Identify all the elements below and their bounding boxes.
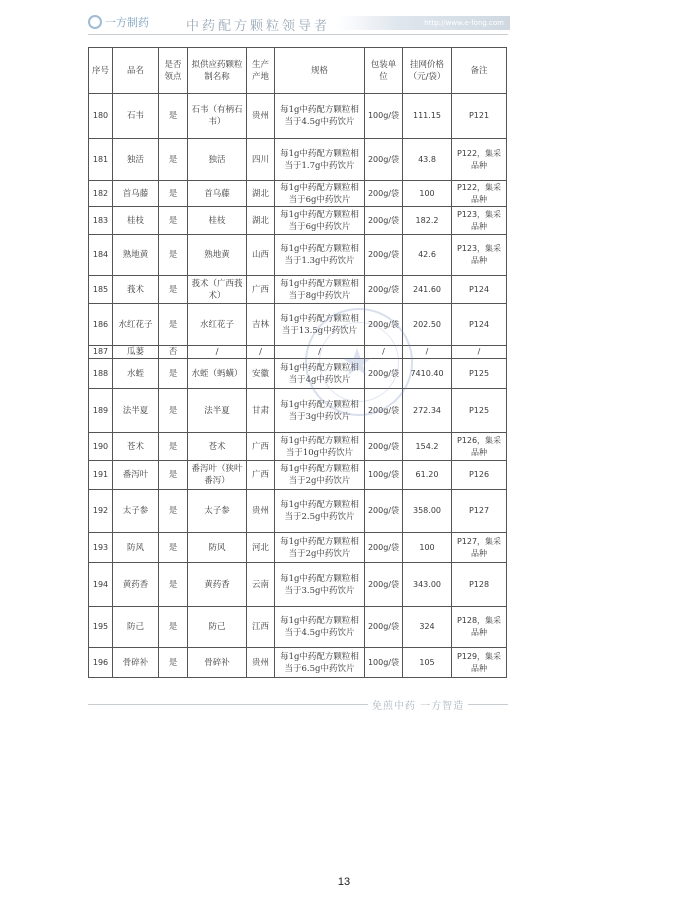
cell-origin: 山西 xyxy=(247,235,275,276)
cell-note: P123，集采品种 xyxy=(452,207,507,235)
cell-no: 182 xyxy=(89,181,113,207)
cell-price: 105 xyxy=(403,648,452,678)
cell-origin: 贵州 xyxy=(247,648,275,678)
cell-note: P126 xyxy=(452,461,507,490)
cell-note: P123，集采品种 xyxy=(452,235,507,276)
column-header: 备注 xyxy=(452,48,507,94)
cell-flag: 是 xyxy=(159,533,188,563)
cell-note: P128，集采品种 xyxy=(452,607,507,648)
price-table xyxy=(88,47,507,678)
cell-spec: 每1g中药配方颗粒相当于3g中药饮片 xyxy=(275,389,365,433)
cell-granule: 苍术 xyxy=(188,433,247,461)
cell-note: P127 xyxy=(452,490,507,533)
cell-flag: 否 xyxy=(159,346,188,359)
cell-granule: 黄药香 xyxy=(188,563,247,607)
cell-pack: 200g/袋 xyxy=(365,433,403,461)
cell-origin: 四川 xyxy=(247,139,275,181)
cell-name: 防己 xyxy=(113,607,159,648)
column-header: 挂网价格（元/袋） xyxy=(403,48,452,94)
cell-granule: 水蛭（蚂蟥） xyxy=(188,359,247,389)
cell-spec: 每1g中药配方颗粒相当于13.5g中药饮片 xyxy=(275,304,365,346)
cell-note: P127，集采品种 xyxy=(452,533,507,563)
column-header: 品名 xyxy=(113,48,159,94)
cell-no: 186 xyxy=(89,304,113,346)
cell-name: 黄药香 xyxy=(113,563,159,607)
column-header: 包装单位 xyxy=(365,48,403,94)
cell-flag: 是 xyxy=(159,433,188,461)
cell-origin: 广西 xyxy=(247,276,275,304)
cell-flag: 是 xyxy=(159,563,188,607)
table-row xyxy=(89,563,507,607)
cell-pack: 200g/袋 xyxy=(365,359,403,389)
cell-origin: 云南 xyxy=(247,563,275,607)
cell-pack: 200g/袋 xyxy=(365,389,403,433)
table-row xyxy=(89,433,507,461)
cell-pack: 200g/袋 xyxy=(365,139,403,181)
cell-pack: 200g/袋 xyxy=(365,181,403,207)
cell-origin: 河北 xyxy=(247,533,275,563)
cell-note: P122，集采品种 xyxy=(452,181,507,207)
cell-note: P128 xyxy=(452,563,507,607)
cell-spec: 每1g中药配方颗粒相当于2g中药饮片 xyxy=(275,461,365,490)
cell-flag: 是 xyxy=(159,181,188,207)
cell-no: 195 xyxy=(89,607,113,648)
cell-note: P124 xyxy=(452,304,507,346)
cell-pack: 200g/袋 xyxy=(365,607,403,648)
cell-price: 272.34 xyxy=(403,389,452,433)
cell-price: 343.00 xyxy=(403,563,452,607)
cell-name: 法半夏 xyxy=(113,389,159,433)
cell-price: 7410.40 xyxy=(403,359,452,389)
footer-slogan: 免煎中药 一方智造 xyxy=(368,697,468,712)
cell-no: 189 xyxy=(89,389,113,433)
cell-name: 太子参 xyxy=(113,490,159,533)
cell-name: 独活 xyxy=(113,139,159,181)
cell-origin: 吉林 xyxy=(247,304,275,346)
cell-name: 番泻叶 xyxy=(113,461,159,490)
logo-circle-icon xyxy=(88,15,102,29)
cell-spec: / xyxy=(275,346,365,359)
table-row xyxy=(89,346,507,359)
cell-no: 193 xyxy=(89,533,113,563)
cell-flag: 是 xyxy=(159,207,188,235)
cell-pack: 200g/袋 xyxy=(365,235,403,276)
cell-no: 180 xyxy=(89,94,113,139)
cell-pack: 200g/袋 xyxy=(365,207,403,235)
cell-flag: 是 xyxy=(159,648,188,678)
cell-granule: 桂枝 xyxy=(188,207,247,235)
table-row xyxy=(89,461,507,490)
cell-granule: 独活 xyxy=(188,139,247,181)
cell-origin: 湖北 xyxy=(247,181,275,207)
cell-pack: 100g/袋 xyxy=(365,648,403,678)
cell-price: 42.6 xyxy=(403,235,452,276)
cell-name: 熟地黄 xyxy=(113,235,159,276)
star-icon: ★ xyxy=(340,340,375,384)
cell-no: 190 xyxy=(89,433,113,461)
cell-pack: 200g/袋 xyxy=(365,563,403,607)
cell-price: 358.00 xyxy=(403,490,452,533)
cell-pack: 200g/袋 xyxy=(365,533,403,563)
table-row xyxy=(89,304,507,346)
table-row xyxy=(89,359,507,389)
cell-price: 100 xyxy=(403,181,452,207)
cell-granule: 石韦（有柄石韦） xyxy=(188,94,247,139)
cell-no: 196 xyxy=(89,648,113,678)
table-row xyxy=(89,181,507,207)
table-header-row xyxy=(89,48,507,94)
cell-price: 61.20 xyxy=(403,461,452,490)
page-header xyxy=(88,12,508,36)
table-row xyxy=(89,207,507,235)
cell-price: 182.2 xyxy=(403,207,452,235)
cell-flag: 是 xyxy=(159,461,188,490)
cell-spec: 每1g中药配方颗粒相当于2.5g中药饮片 xyxy=(275,490,365,533)
cell-flag: 是 xyxy=(159,359,188,389)
cell-granule: 熟地黄 xyxy=(188,235,247,276)
cell-name: 石韦 xyxy=(113,94,159,139)
cell-granule: 防风 xyxy=(188,533,247,563)
header-divider xyxy=(88,34,508,35)
logo-text: 一方制药 xyxy=(105,16,149,29)
cell-flag: 是 xyxy=(159,276,188,304)
page-number: 13 xyxy=(337,876,351,888)
cell-no: 188 xyxy=(89,359,113,389)
cell-granule: 骨碎补 xyxy=(188,648,247,678)
cell-no: 185 xyxy=(89,276,113,304)
cell-price: 43.8 xyxy=(403,139,452,181)
cell-granule: / xyxy=(188,346,247,359)
cell-name: 水蛭 xyxy=(113,359,159,389)
cell-no: 181 xyxy=(89,139,113,181)
cell-origin: 湖北 xyxy=(247,207,275,235)
table-row xyxy=(89,235,507,276)
cell-no: 187 xyxy=(89,346,113,359)
cell-granule: 法半夏 xyxy=(188,389,247,433)
cell-no: 191 xyxy=(89,461,113,490)
cell-flag: 是 xyxy=(159,607,188,648)
cell-pack: / xyxy=(365,346,403,359)
watermark-stamp xyxy=(305,308,413,416)
cell-name: 骨碎补 xyxy=(113,648,159,678)
cell-origin: 广西 xyxy=(247,433,275,461)
table-row xyxy=(89,607,507,648)
cell-price: 202.50 xyxy=(403,304,452,346)
cell-spec: 每1g中药配方颗粒相当于3.5g中药饮片 xyxy=(275,563,365,607)
cell-spec: 每1g中药配方颗粒相当于4.5g中药饮片 xyxy=(275,94,365,139)
table-row xyxy=(89,139,507,181)
cell-name: 水红花子 xyxy=(113,304,159,346)
cell-pack: 100g/袋 xyxy=(365,94,403,139)
cell-note: P122，集采品种 xyxy=(452,139,507,181)
website-text: http://www.e-fong.com xyxy=(424,19,504,27)
cell-flag: 是 xyxy=(159,490,188,533)
cell-flag: 是 xyxy=(159,304,188,346)
cell-spec: 每1g中药配方颗粒相当于6g中药饮片 xyxy=(275,181,365,207)
cell-price: / xyxy=(403,346,452,359)
cell-no: 184 xyxy=(89,235,113,276)
cell-price: 241.60 xyxy=(403,276,452,304)
column-header: 拟供应药颗粒制名称 xyxy=(188,48,247,94)
cell-origin: 江西 xyxy=(247,607,275,648)
company-logo xyxy=(88,14,149,30)
cell-spec: 每1g中药配方颗粒相当于2g中药饮片 xyxy=(275,533,365,563)
cell-granule: 莪术（广西莪术） xyxy=(188,276,247,304)
cell-note: P129，集采品种 xyxy=(452,648,507,678)
cell-no: 194 xyxy=(89,563,113,607)
cell-flag: 是 xyxy=(159,235,188,276)
cell-origin: 广西 xyxy=(247,461,275,490)
cell-name: 莪术 xyxy=(113,276,159,304)
cell-no: 183 xyxy=(89,207,113,235)
cell-price: 111.15 xyxy=(403,94,452,139)
table-row xyxy=(89,94,507,139)
cell-granule: 番泻叶（狭叶番泻） xyxy=(188,461,247,490)
cell-origin: 甘肃 xyxy=(247,389,275,433)
cell-name: 桂枝 xyxy=(113,207,159,235)
cell-note: P121 xyxy=(452,94,507,139)
cell-origin: 贵州 xyxy=(247,490,275,533)
cell-note: P125 xyxy=(452,359,507,389)
cell-note: P125 xyxy=(452,389,507,433)
cell-pack: 100g/袋 xyxy=(365,461,403,490)
cell-spec: 每1g中药配方颗粒相当于10g中药饮片 xyxy=(275,433,365,461)
table-row xyxy=(89,648,507,678)
cell-flag: 是 xyxy=(159,94,188,139)
cell-flag: 是 xyxy=(159,139,188,181)
cell-note: / xyxy=(452,346,507,359)
cell-spec: 每1g中药配方颗粒相当于4g中药饮片 xyxy=(275,359,365,389)
cell-spec: 每1g中药配方颗粒相当于4.5g中药饮片 xyxy=(275,607,365,648)
cell-no: 192 xyxy=(89,490,113,533)
cell-pack: 200g/袋 xyxy=(365,276,403,304)
table-row xyxy=(89,533,507,563)
cell-note: P124 xyxy=(452,276,507,304)
table-row xyxy=(89,276,507,304)
cell-price: 324 xyxy=(403,607,452,648)
column-header: 规格 xyxy=(275,48,365,94)
cell-spec: 每1g中药配方颗粒相当于1.3g中药饮片 xyxy=(275,235,365,276)
column-header: 生产产地 xyxy=(247,48,275,94)
cell-spec: 每1g中药配方颗粒相当于6.5g中药饮片 xyxy=(275,648,365,678)
cell-name: 苍术 xyxy=(113,433,159,461)
column-header: 是否领点 xyxy=(159,48,188,94)
cell-price: 154.2 xyxy=(403,433,452,461)
table-row xyxy=(89,490,507,533)
cell-flag: 是 xyxy=(159,389,188,433)
table-row xyxy=(89,389,507,433)
cell-price: 100 xyxy=(403,533,452,563)
cell-granule: 防己 xyxy=(188,607,247,648)
cell-name: 防风 xyxy=(113,533,159,563)
cell-note: P126，集采品种 xyxy=(452,433,507,461)
cell-pack: 200g/袋 xyxy=(365,304,403,346)
cell-name: 瓜蒌 xyxy=(113,346,159,359)
cell-spec: 每1g中药配方颗粒相当于6g中药饮片 xyxy=(275,207,365,235)
cell-spec: 每1g中药配方颗粒相当于1.7g中药饮片 xyxy=(275,139,365,181)
cell-origin: 安徽 xyxy=(247,359,275,389)
cell-name: 首乌藤 xyxy=(113,181,159,207)
column-header: 序号 xyxy=(89,48,113,94)
cell-spec: 每1g中药配方颗粒相当于8g中药饮片 xyxy=(275,276,365,304)
cell-origin: / xyxy=(247,346,275,359)
header-band xyxy=(338,16,510,30)
header-title: 中药配方颗粒领导者 xyxy=(186,19,331,34)
cell-pack: 200g/袋 xyxy=(365,490,403,533)
cell-granule: 水红花子 xyxy=(188,304,247,346)
cell-origin: 贵州 xyxy=(247,94,275,139)
cell-granule: 首乌藤 xyxy=(188,181,247,207)
cell-granule: 太子参 xyxy=(188,490,247,533)
